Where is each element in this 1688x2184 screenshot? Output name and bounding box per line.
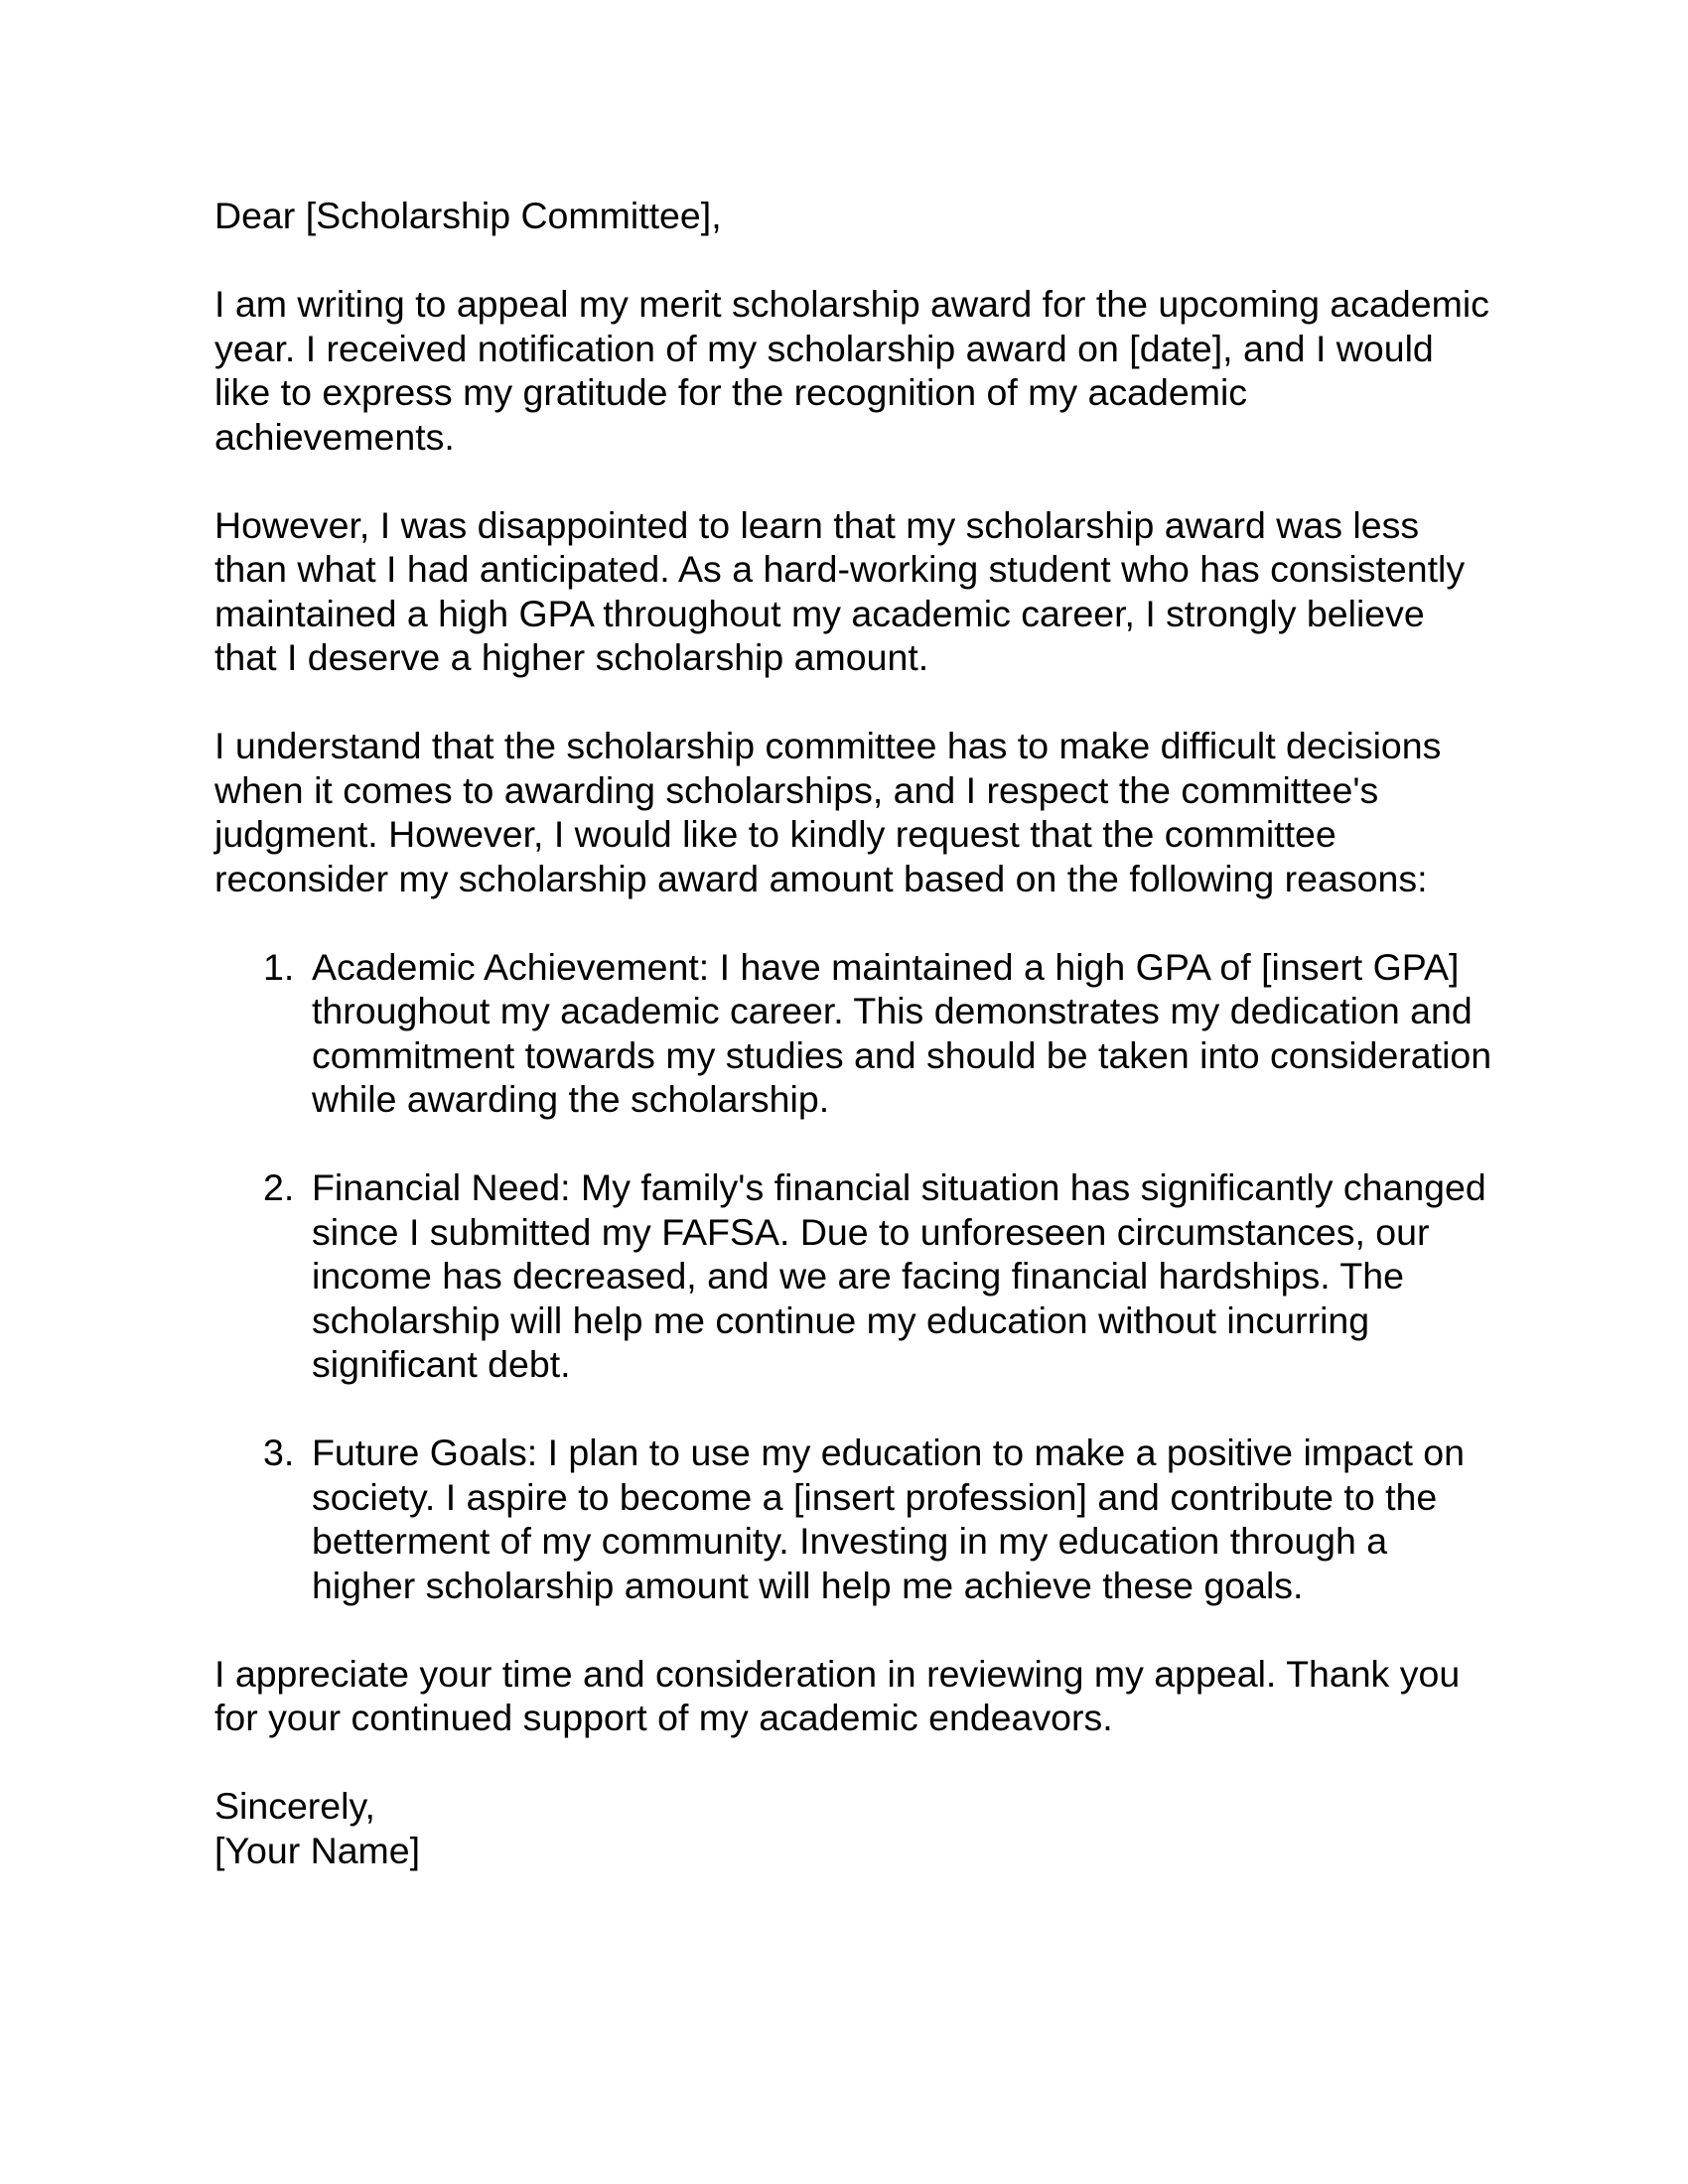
paragraph-spacer: [214, 900, 1545, 945]
list-item-line: Financial Need: My family's financial situation has significantly changed: [312, 1166, 1486, 1208]
paragraph-spacer: [214, 1607, 1545, 1652]
reason-list-item: [214, 945, 1545, 1122]
closing-paragraph: [214, 1652, 1545, 1740]
list-number: 1.: [263, 945, 295, 988]
reason-list-item: [214, 1431, 1545, 1607]
paragraph-line: for your continued support of my academic endeavors.: [214, 1697, 1113, 1738]
paragraph-line: than what I had anticipated. As a hard-working student who has consistently: [214, 548, 1466, 590]
paragraph-line: I understand that the scholarship committee has to make difficult decisions: [214, 725, 1442, 766]
intro-paragraph: [214, 282, 1545, 459]
list-item-line: income has decreased, and we are facing financial hardships. The: [312, 1255, 1404, 1297]
list-item-text: [312, 1431, 1545, 1607]
paragraph-line: I am writing to appeal my merit scholarship award for the upcoming academic: [214, 283, 1489, 325]
letter-body: [214, 194, 1545, 1872]
list-item-line: betterment of my community. Investing in my education through a: [312, 1520, 1388, 1562]
signature-name: [Your Name]: [214, 1829, 421, 1871]
paragraph-spacer: [214, 680, 1545, 725]
paragraph-line: judgment. However, I would like to kindly request that the committee: [214, 813, 1336, 855]
disappointment-paragraph: [214, 503, 1545, 680]
list-item-line: Academic Achievement: I have maintained a high GPA of [insert GPA]: [312, 945, 1460, 988]
paragraph-spacer: [214, 1740, 1545, 1785]
paragraph-line: like to express my gratitude for the recognition of my academic: [214, 371, 1248, 413]
paragraph-line: year. I received notification of my scholarship award on [date], and I would: [214, 327, 1434, 369]
list-item-line: commitment towards my studies and should be taken into consideration: [312, 1033, 1492, 1076]
list-number: 3.: [263, 1432, 295, 1473]
paragraph-spacer: [214, 459, 1545, 503]
salutation: Dear [Scholarship Committee],: [214, 195, 722, 236]
list-number: 2.: [263, 1166, 295, 1208]
list-item-line: scholarship will help me continue my education without incurring: [312, 1298, 1370, 1341]
paragraph-spacer: [214, 1122, 1545, 1166]
paragraph-line: maintained a high GPA throughout my academic career, I strongly believe: [214, 592, 1425, 634]
paragraph-line: reconsider my scholarship award amount based on the following reasons:: [214, 857, 1428, 899]
paragraph-spacer: [214, 1387, 1545, 1432]
list-item-line: significant debt.: [312, 1343, 571, 1385]
list-item-line: while awarding the scholarship.: [312, 1078, 830, 1120]
list-item-text: [312, 945, 1545, 1122]
list-item-line: society. I aspire to become a [insert profession] and contribute to the: [312, 1475, 1438, 1518]
paragraph-line: However, I was disappointed to learn that my scholarship award was less: [214, 503, 1420, 546]
reason-list-item: [214, 1165, 1545, 1387]
paragraph-spacer: [214, 238, 1545, 283]
paragraph-line: that I deserve a higher scholarship amount.: [214, 636, 929, 678]
list-item-line: throughout my academic career. This demonstrates my dedication and: [312, 990, 1473, 1031]
request-paragraph: [214, 724, 1545, 900]
paragraph-line: achievements.: [214, 415, 455, 458]
list-item-line: Future Goals: I plan to use my education to make a positive impact on: [312, 1432, 1466, 1473]
paragraph-line: when it comes to awarding scholarships, and I respect the committee's: [214, 768, 1379, 811]
paragraph-line: I appreciate your time and consideration in reviewing my appeal. Thank you: [214, 1652, 1461, 1695]
valediction: Sincerely,: [214, 1785, 375, 1827]
list-item-line: since I submitted my FAFSA. Due to unforeseen circumstances, our: [312, 1210, 1430, 1253]
list-item-line: higher scholarship amount will help me achieve these goals.: [312, 1564, 1304, 1606]
list-item-text: [312, 1165, 1545, 1387]
